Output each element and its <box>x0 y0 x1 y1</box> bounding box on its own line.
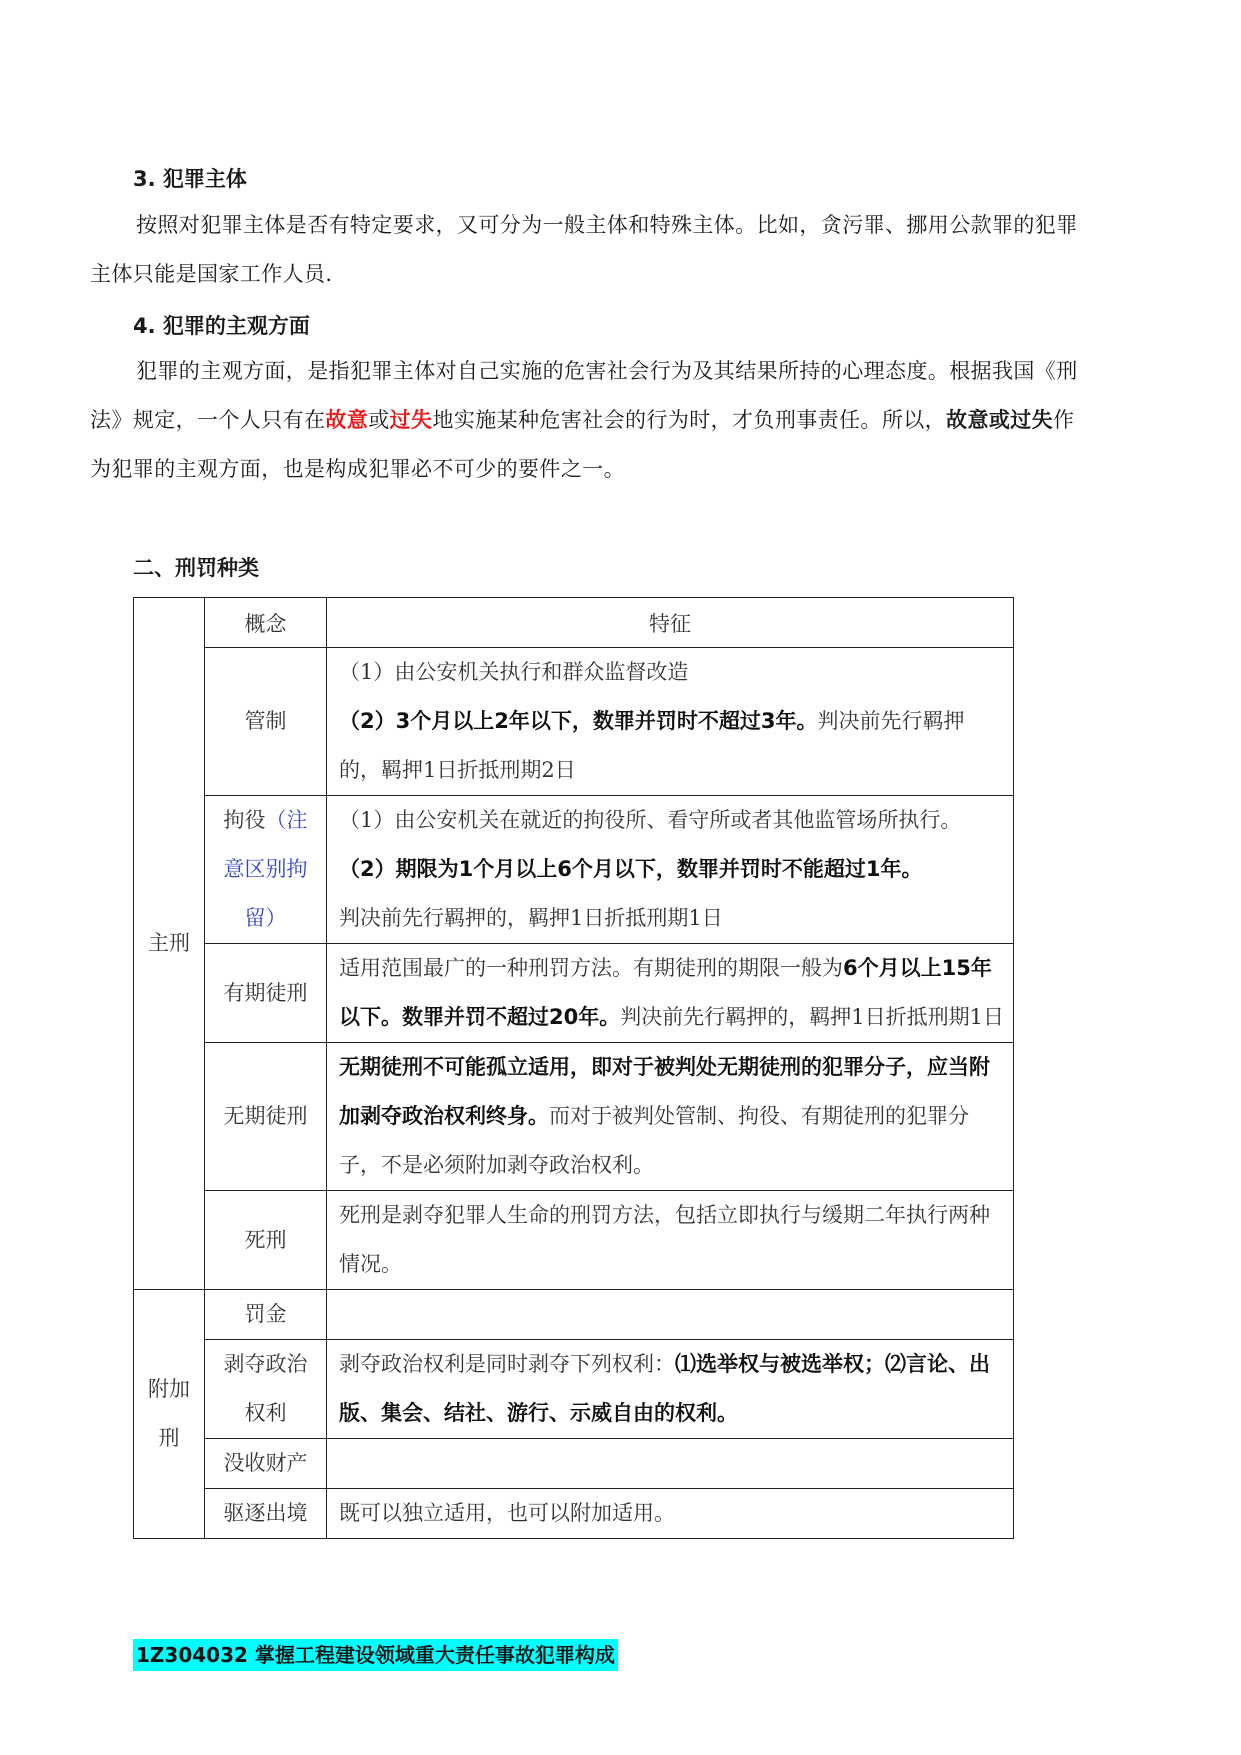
concept-juyi: 拘役（注意区别拘留） <box>205 796 327 944</box>
section-3-paragraph: 按照对犯罪主体是否有特定要求，又可分为一般主体和特殊主体。比如，贪污罪、挪用公款罪的犯罪主体只能是国家工作人员. <box>90 213 1078 286</box>
main-penalty-category: 主刑 <box>134 598 205 1290</box>
penalty-section-heading: 二、刑罚种类 <box>133 556 259 580</box>
emphasis-negligence: 过失 <box>389 408 433 432</box>
feature-moshou <box>327 1439 1014 1489</box>
concept-sixing: 死刑 <box>205 1191 327 1290</box>
table-row <box>134 1340 1014 1439</box>
header-concept: 概念 <box>205 598 327 648</box>
feature-guanzhi: （1）由公安机关执行和群众监督改造 （2）3个月以上2年以下，数罪并罚时不超过3年。判决前先行羁押的，羁押1日折抵刑期2日 <box>327 648 1014 796</box>
table-row <box>134 796 1014 944</box>
section-3-heading: 3. 犯罪主体 <box>133 167 247 191</box>
feature-fajin <box>327 1290 1014 1340</box>
concept-youqi: 有期徒刑 <box>205 944 327 1043</box>
feature-wuqi: 无期徒刑不可能孤立适用，即对于被判处无期徒刑的犯罪分子，应当附加剥夺政治权利终身。而对于被判处管制、拘役、有期徒刑的犯罪分子，不是必须附加剥夺政治权利。 <box>327 1043 1014 1191</box>
table-row <box>134 1290 1014 1340</box>
feature-youqi: 适用范围最广的一种刑罚方法。有期徒刑的期限一般为6个月以上15年以下。数罪并罚不超过20年。判决前先行羁押的，羁押1日折抵刑期1日 <box>327 944 1014 1043</box>
header-feature: 特征 <box>327 598 1014 648</box>
emphasis-intent: 故意 <box>325 408 369 432</box>
penalty-types-table <box>133 597 1014 1539</box>
concept-fajin: 罚金 <box>205 1290 327 1340</box>
concept-boduo: 剥夺政治权利 <box>205 1340 327 1439</box>
highlighted-section-heading: 1Z304032 掌握工程建设领域重大责任事故犯罪构成 <box>133 1639 618 1671</box>
concept-moshou: 没收财产 <box>205 1439 327 1489</box>
table-row <box>134 1439 1014 1489</box>
concept-quzhu: 驱逐出境 <box>205 1489 327 1539</box>
table-row <box>134 1191 1014 1290</box>
table-row <box>134 944 1014 1043</box>
feature-boduo: 剥夺政治权利是同时剥夺下列权利：⑴选举权与被选举权；⑵言论、出版、集会、结社、游行、示威自由的权利。 <box>327 1340 1014 1439</box>
additional-penalty-category: 附加刑 <box>134 1290 205 1539</box>
table-row <box>134 1489 1014 1539</box>
concept-wuqi: 无期徒刑 <box>205 1043 327 1191</box>
table-header-row <box>134 598 1014 648</box>
feature-quzhu: 既可以独立适用，也可以附加适用。 <box>327 1489 1014 1539</box>
emphasis-intent-or-negligence: 故意或过失 <box>946 408 1054 432</box>
table-row <box>134 1043 1014 1191</box>
section-4-paragraph: 犯罪的主观方面，是指犯罪主体对自己实施的危害社会行为及其结果所持的心理态度。根据我国《刑法》规定，一个人只有在故意或过失地实施某种危害社会的行为时，才负刑事责任。所以，故意或过失作为犯罪的主观方面，也是构成犯罪必不可少的要件之一。 <box>90 359 1078 481</box>
concept-guanzhi: 管制 <box>205 648 327 796</box>
feature-juyi: （1）由公安机关在就近的拘役所、看守所或者其他监管场所执行。 （2）期限为1个月以上6个月以下，数罪并罚时不能超过1年。 判决前先行羁押的，羁押1日折抵刑期1日 <box>327 796 1014 944</box>
juyi-note: （注意区别拘留） <box>223 808 308 930</box>
feature-sixing: 死刑是剥夺犯罪人生命的刑罚方法，包括立即执行与缓期二年执行两种情况。 <box>327 1191 1014 1290</box>
section-4-heading: 4. 犯罪的主观方面 <box>133 314 310 338</box>
table-row <box>134 648 1014 796</box>
